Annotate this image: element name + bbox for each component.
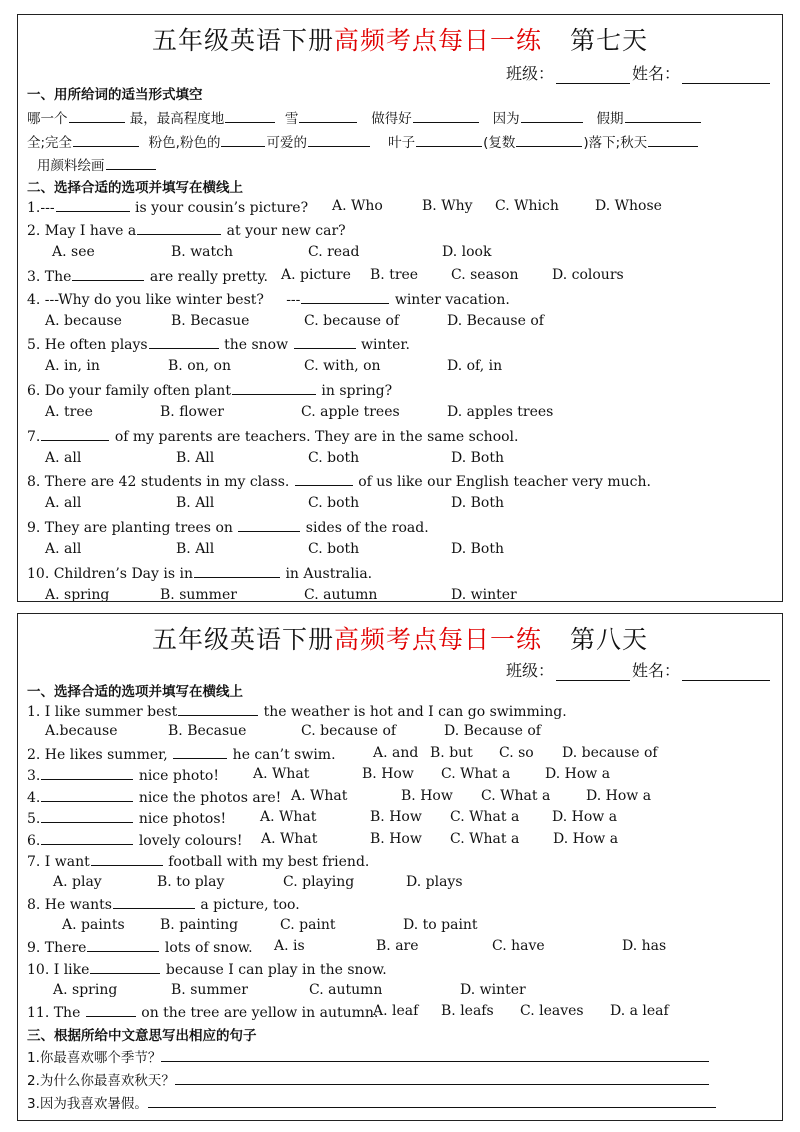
answer-blank[interactable]: [299, 109, 357, 123]
option-d[interactable]: D. Both: [451, 495, 504, 511]
option-d[interactable]: D. apples trees: [447, 404, 554, 420]
answer-blank[interactable]: [625, 109, 701, 123]
section-1-title: 一、选择合适的选项并填写在横线上: [27, 684, 243, 700]
option-b[interactable]: B. on, on: [168, 358, 231, 374]
vocab-row-3: 用颜料绘画: [37, 154, 157, 174]
option-b[interactable]: B. How: [401, 788, 453, 804]
answer-blank[interactable]: [41, 788, 133, 802]
answer-blank[interactable]: [648, 133, 698, 147]
question-8: 8. There are 42 students in my class. of us like our English teacher very much.: [27, 474, 651, 490]
option-a[interactable]: A. leaf: [373, 1003, 419, 1019]
option-c[interactable]: C. because of: [304, 313, 400, 329]
option-b[interactable]: B. summer: [171, 982, 248, 998]
name-field[interactable]: [682, 664, 770, 681]
answer-blank[interactable]: [69, 109, 125, 123]
option-c[interactable]: C. because of: [301, 723, 397, 739]
option-a[interactable]: A. What: [261, 831, 318, 847]
option-a[interactable]: A. see: [52, 244, 95, 260]
option-b[interactable]: B. Becasue: [168, 723, 247, 739]
option-b[interactable]: B. All: [176, 450, 215, 466]
answer-blank[interactable]: [225, 109, 275, 123]
answer-blank[interactable]: [521, 109, 583, 123]
option-b[interactable]: B. flower: [160, 404, 224, 420]
option-b[interactable]: B. All: [176, 541, 215, 557]
answer-blank[interactable]: [308, 133, 370, 147]
question-7: 7. of my parents are teachers. They are in the same school.: [27, 429, 519, 445]
option-b[interactable]: B. summer: [160, 587, 237, 602]
worksheet-title: [18, 21, 782, 57]
option-c[interactable]: C. leaves: [520, 1003, 584, 1019]
option-d[interactable]: D. How a: [545, 766, 611, 782]
answer-line[interactable]: [148, 1093, 716, 1108]
option-b[interactable]: B. to play: [157, 874, 225, 890]
answer-blank[interactable]: [301, 290, 389, 304]
option-c[interactable]: C. What a: [450, 809, 520, 825]
answer-blank[interactable]: [173, 745, 227, 759]
section-1-title: 一、用所给词的适当形式填空: [27, 87, 203, 103]
answer-blank[interactable]: [41, 831, 133, 845]
option-a[interactable]: A. spring: [53, 982, 118, 998]
option-d[interactable]: D. colours: [552, 267, 624, 283]
question-3: 3. nice photo!: [27, 768, 219, 784]
option-b[interactable]: B. How: [370, 809, 422, 825]
title-highlight: 高频考点每日一练: [333, 625, 542, 654]
option-d[interactable]: D. Because of: [444, 723, 541, 739]
question-11: 11. The on the tree are yellow in autumn.: [27, 1005, 379, 1021]
option-b[interactable]: B. painting: [160, 917, 239, 933]
option-c[interactable]: C. both: [308, 495, 360, 511]
option-b[interactable]: B. watch: [171, 244, 234, 260]
question-7: 7. I want football with my best friend.: [27, 854, 370, 870]
section-3-title: 三、根据所给中文意思写出相应的句子: [27, 1028, 257, 1044]
option-b[interactable]: B. Becasue: [171, 313, 250, 329]
option-d[interactable]: D. How a: [552, 809, 618, 825]
question-8: 8. He wants a picture, too.: [27, 897, 300, 913]
option-b[interactable]: B. are: [376, 938, 419, 954]
option-a[interactable]: A. spring: [45, 587, 110, 602]
class-field[interactable]: [556, 664, 630, 681]
option-a[interactable]: A. all: [45, 495, 82, 511]
answer-line[interactable]: [161, 1047, 709, 1062]
option-a[interactable]: A. play: [53, 874, 102, 890]
option-d[interactable]: D. Whose: [595, 198, 662, 214]
question-4: 4. ---Why do you like winter best? --- winter vacation.: [27, 292, 510, 308]
answer-blank[interactable]: [41, 766, 133, 780]
question-1: 1.--- is your cousin’s picture?: [27, 200, 309, 216]
option-b[interactable]: B. How: [362, 766, 414, 782]
answer-blank[interactable]: [516, 133, 582, 147]
option-a[interactable]: A. paints: [62, 917, 125, 933]
answer-blank[interactable]: [87, 938, 159, 952]
worksheet-title: [18, 620, 782, 656]
answer-blank[interactable]: [221, 133, 265, 147]
option-c[interactable]: C. with, on: [304, 358, 381, 374]
answer-blank[interactable]: [113, 895, 195, 909]
option-c[interactable]: C. season: [451, 267, 519, 283]
worksheet-day7: [17, 14, 783, 602]
answer-blank[interactable]: [73, 133, 139, 147]
question-6: 6. lovely colours!: [27, 833, 243, 849]
question-10: 10. Children’s Day is in in Australia.: [27, 566, 373, 582]
option-a[interactable]: A. and: [373, 745, 419, 761]
worksheet-day8: [17, 613, 783, 1121]
option-a[interactable]: A. Who: [332, 198, 383, 214]
answer-blank[interactable]: [295, 472, 353, 486]
question-2: 2. May I have a at your new car?: [27, 223, 346, 239]
option-b[interactable]: B. but: [430, 745, 473, 761]
option-c[interactable]: C. paint: [280, 917, 336, 933]
option-a[interactable]: A. tree: [45, 404, 93, 420]
answer-blank[interactable]: [56, 198, 130, 212]
question-4: 4. nice the photos are!: [27, 790, 282, 806]
option-d[interactable]: D. because of: [562, 745, 658, 761]
option-d[interactable]: D. Because of: [447, 313, 544, 329]
section-2-title: 二、选择合适的选项并填写在横线上: [27, 180, 243, 196]
option-d[interactable]: D. winter: [460, 982, 526, 998]
option-d[interactable]: D. to paint: [403, 917, 478, 933]
option-d[interactable]: D. Both: [451, 541, 504, 557]
title-highlight: 高频考点每日一练: [333, 26, 542, 55]
option-a[interactable]: A.because: [45, 723, 118, 739]
class-label: 班级：: [505, 64, 554, 83]
question-5: 5. nice photos!: [27, 811, 227, 827]
option-a[interactable]: A. in, in: [45, 358, 100, 374]
option-b[interactable]: B. leafs: [441, 1003, 494, 1019]
option-d[interactable]: D. look: [442, 244, 492, 260]
option-a[interactable]: A. all: [45, 450, 82, 466]
name-label: 姓名：: [631, 661, 680, 680]
class-field[interactable]: [556, 67, 630, 84]
option-d[interactable]: D. How a: [586, 788, 652, 804]
answer-blank[interactable]: [72, 267, 144, 281]
option-d[interactable]: D. of, in: [447, 358, 503, 374]
option-c[interactable]: C. apple trees: [301, 404, 400, 420]
translation-3: 3.因为我喜欢暑假。: [27, 1092, 716, 1112]
class-name-row: [506, 61, 772, 84]
title-grade: 五年级英语下册: [151, 625, 334, 654]
option-a[interactable]: A. because: [45, 313, 122, 329]
answer-blank[interactable]: [294, 335, 356, 349]
option-b[interactable]: B. tree: [370, 267, 419, 283]
answer-blank[interactable]: [413, 109, 479, 123]
option-c[interactable]: C. What a: [450, 831, 520, 847]
vocab-row-1: 哪一个 最，最高程度地 雪 做得好 因为 假期: [27, 107, 702, 127]
option-c[interactable]: C. autumn: [304, 587, 378, 602]
option-c[interactable]: C. have: [492, 938, 545, 954]
option-d[interactable]: D. plays: [406, 874, 463, 890]
option-c[interactable]: C. autumn: [309, 982, 383, 998]
title-day: 第七天: [570, 26, 649, 55]
option-d[interactable]: D. has: [622, 938, 667, 954]
option-d[interactable]: D. Both: [451, 450, 504, 466]
answer-blank[interactable]: [137, 221, 221, 235]
title-grade: 五年级英语下册: [151, 26, 334, 55]
answer-blank[interactable]: [232, 381, 316, 395]
option-d[interactable]: D. winter: [451, 587, 517, 602]
answer-blank[interactable]: [90, 960, 160, 974]
answer-blank[interactable]: [194, 564, 280, 578]
option-a[interactable]: A. What: [260, 809, 317, 825]
option-a[interactable]: A. is: [274, 938, 305, 954]
answer-line[interactable]: [175, 1070, 709, 1085]
question-5: 5. He often plays the snow winter.: [27, 337, 410, 353]
option-c[interactable]: C. playing: [283, 874, 355, 890]
answer-blank[interactable]: [86, 1003, 136, 1017]
option-c[interactable]: C. read: [308, 244, 360, 260]
option-c[interactable]: C. Which: [495, 198, 559, 214]
answer-blank[interactable]: [41, 427, 109, 441]
question-2: 2. He likes summer, he can’t swim.: [27, 747, 336, 763]
option-c[interactable]: C. so: [499, 745, 534, 761]
option-b[interactable]: B. How: [370, 831, 422, 847]
answer-blank[interactable]: [91, 852, 163, 866]
vocab-row-2: 全;完全 粉色,粉色的 可爱的 叶子 (复数 )落下;秋天: [27, 131, 699, 151]
option-c[interactable]: C. What a: [481, 788, 551, 804]
option-a[interactable]: A. What: [291, 788, 348, 804]
translation-1: 1.你最喜欢哪个季节？: [27, 1046, 709, 1066]
name-field[interactable]: [682, 67, 770, 84]
question-1: 1. I like summer best the weather is hot and I can go swimming.: [27, 704, 567, 720]
option-d[interactable]: D. a leaf: [610, 1003, 669, 1019]
option-b[interactable]: B. Why: [422, 198, 473, 214]
option-a[interactable]: A. all: [45, 541, 82, 557]
option-a[interactable]: A. picture: [281, 267, 351, 283]
question-9: 9. They are planting trees on sides of the road.: [27, 520, 429, 536]
option-c[interactable]: C. What a: [441, 766, 511, 782]
answer-blank[interactable]: [178, 702, 258, 716]
option-b[interactable]: B. All: [176, 495, 215, 511]
option-a[interactable]: A. What: [253, 766, 310, 782]
translation-2: 2.为什么你最喜欢秋天？: [27, 1069, 709, 1089]
option-c[interactable]: C. both: [308, 450, 360, 466]
name-label: 姓名：: [631, 64, 680, 83]
answer-blank[interactable]: [41, 809, 133, 823]
answer-blank[interactable]: [416, 133, 482, 147]
question-6: 6. Do your family often plant in spring?: [27, 383, 393, 399]
option-c[interactable]: C. both: [308, 541, 360, 557]
question-10: 10. I like because I can play in the snow.: [27, 962, 387, 978]
class-name-row: [506, 658, 772, 681]
answer-blank[interactable]: [106, 156, 156, 170]
title-day: 第八天: [570, 625, 649, 654]
option-d[interactable]: D. How a: [553, 831, 619, 847]
question-3: 3. The are really pretty.: [27, 269, 269, 285]
answer-blank[interactable]: [149, 335, 219, 349]
class-label: 班级：: [505, 661, 554, 680]
answer-blank[interactable]: [238, 518, 300, 532]
question-9: 9. There lots of snow.: [27, 940, 253, 956]
